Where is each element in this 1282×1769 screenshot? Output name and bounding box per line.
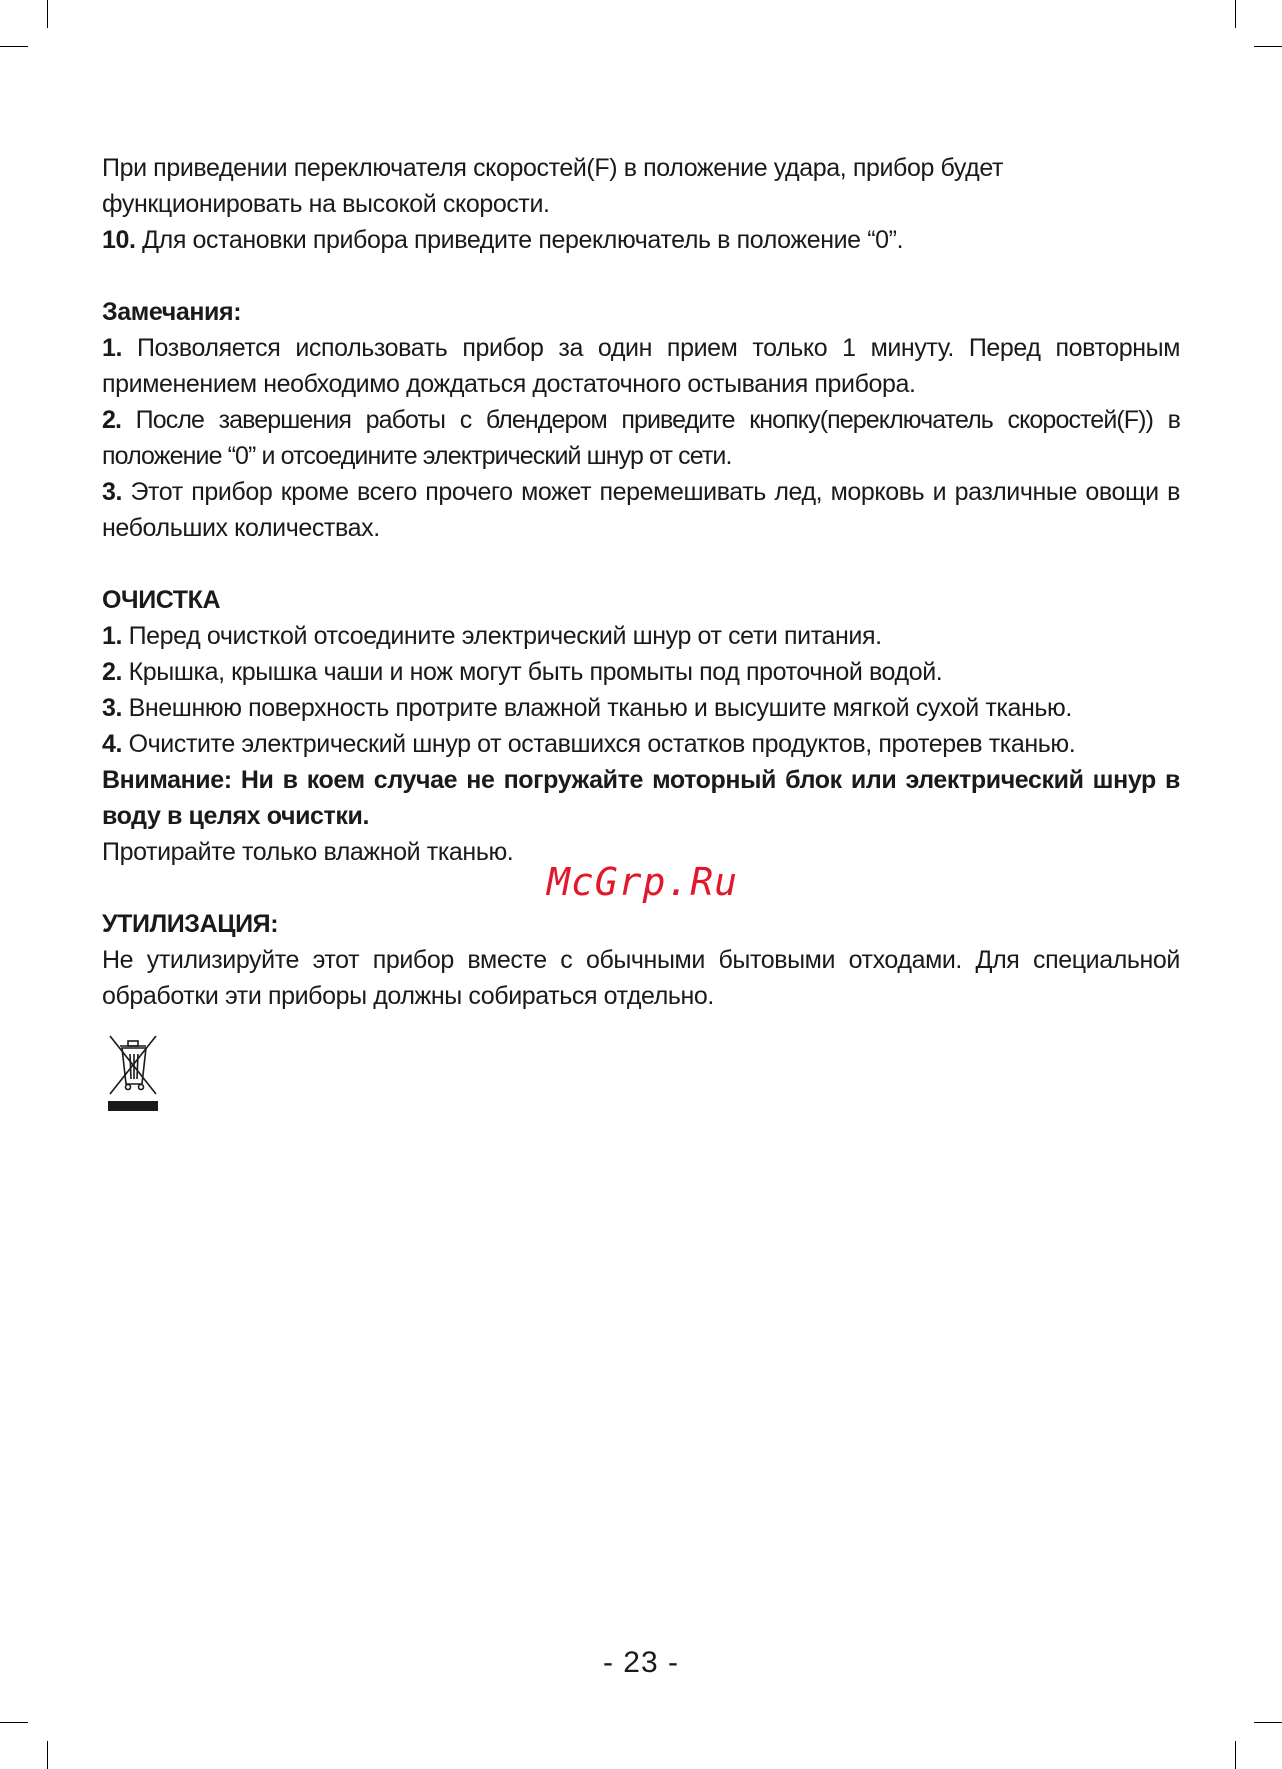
crop-mark (1235, 1741, 1236, 1769)
page-number: - 23 - (602, 1646, 680, 1679)
notes-heading: Замечания: (102, 298, 242, 326)
note-item-2 (102, 402, 1180, 474)
crop-mark (1235, 0, 1236, 28)
cleaning-item-2 (102, 654, 1180, 690)
step-10 (102, 222, 1180, 258)
disposal-heading: УТИЛИЗАЦИЯ: (102, 910, 279, 938)
cleaning-item-3 (102, 690, 1180, 726)
cleaning-item-1-number: 1. (102, 622, 123, 650)
watermark: McGrp.Ru (547, 860, 739, 904)
cleaning-item-1-text: Перед очисткой отсоедините электрический шнур от сети питания. (122, 622, 882, 650)
cleaning-item-1 (102, 618, 1180, 654)
cleaning-item-3-text: Внешнюю поверхность протрите влажной тканью и высушите мягкой сухой тканью. (122, 694, 1072, 722)
crossed-bin-icon (106, 1032, 160, 1112)
intro-paragraph: При приведении переключателя скоростей(F) в положение удара, прибор будет функционировать на высокой скорости. (102, 154, 1004, 218)
crop-mark (1254, 46, 1282, 47)
crop-mark (47, 1741, 48, 1769)
cleaning-warning: Внимание: Ни в коем случае не погружайте моторный блок или электрический шнур в воду в целях очистки. (102, 766, 1180, 830)
crop-mark (47, 0, 48, 28)
cleaning-item-4 (102, 726, 1180, 762)
note-item-1 (102, 330, 1180, 402)
cleaning-heading: ОЧИСТКА (102, 586, 221, 614)
note-item-3-number: 3. (102, 478, 123, 506)
cleaning-item-4-text: Очистите электрический шнур от оставшихся остатков продуктов, протерев тканью. (122, 730, 1076, 758)
cleaning-item-3-number: 3. (102, 694, 123, 722)
step-10-text: Для остановки прибора приведите переключатель в положение “0”. (135, 226, 904, 254)
cleaning-item-4-number: 4. (102, 730, 123, 758)
note-item-3 (102, 474, 1180, 546)
disposal-text: Не утилизируйте этот прибор вместе с обычными бытовыми отходами. Для специальной обработки эти приборы должны собираться отдельно. (102, 946, 1180, 1010)
cleaning-item-2-number: 2. (102, 658, 123, 686)
cleaning-item-2-text: Крышка, крышка чаши и нож могут быть промыты под проточной водой. (122, 658, 943, 686)
note-item-2-number: 2. (102, 406, 122, 434)
cleaning-wipe-note: Протирайте только влажной тканью. (102, 838, 514, 866)
crop-mark (0, 1722, 28, 1723)
step-10-number: 10. (102, 226, 136, 254)
note-item-2-text: После завершения работы с блендером приведите кнопку(переключатель скоростей(F)) в положение “0” и отсоедините электрический шнур от сети. (102, 406, 1180, 470)
note-item-1-number: 1. (102, 334, 123, 362)
note-item-1-text: Позволяется использовать прибор за один прием только 1 минуту. Перед повторным применением необходимо дождаться достаточного остывания прибора. (102, 334, 1180, 398)
crop-mark (1254, 1722, 1282, 1723)
crop-mark (0, 46, 28, 47)
note-item-3-text: Этот прибор кроме всего прочего может перемешивать лед, морковь и различные овощи в небольших количествах. (102, 478, 1180, 542)
